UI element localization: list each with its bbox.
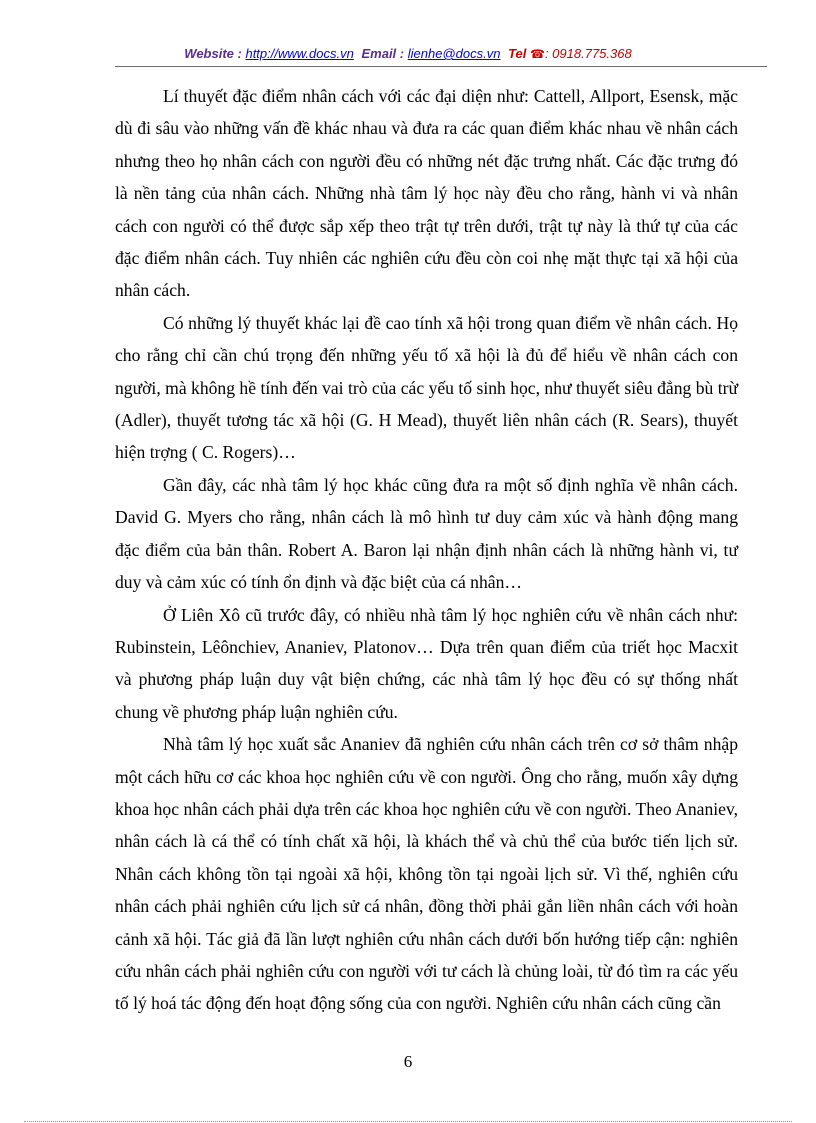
page-header [0, 46, 816, 61]
website-link[interactable]: http://www.docs.vn [245, 46, 354, 61]
paragraph: Có những lý thuyết khác lại đề cao tính xã hội trong quan điểm về nhân cách. Họ cho rằng chỉ cần chú trọng đến những yếu tố xã hội là đủ để hiểu về nhân cách con người, mà không hề tính đến vai trò của các yếu tố sinh học, như thuyết siêu đẳng bù trừ (Adler), thuyết tương tác xã hội (G. H Mead), thuyết liên nhân cách (R. Sears), thuyết hiện trợng ( C. Rogers)… [115, 312, 738, 463]
website-label: Website : [184, 46, 242, 61]
email-label: Email : [361, 46, 405, 61]
page-bottom-divider [24, 1121, 792, 1122]
document-body [115, 80, 738, 1020]
phone-number: : 0918.775.368 [544, 46, 632, 61]
header-divider [115, 66, 767, 67]
email-link[interactable]: lienhe@docs.vn [407, 46, 501, 61]
paragraph: Nhà tâm lý học xuất sắc Ananiev đã nghiên cứu nhân cách trên cơ sở thâm nhập một cách hữu cơ các khoa học nghiên cứu về con người. Ông cho rằng, muốn xây dựng khoa học nhân cách phải dựa trên các khoa học nghiên cứu về con người. Theo Ananiev, nhân cách là cá thể có tính chất xã hội, là khách thể và chủ thể của bước tiến lịch sử. Nhân cách không tồn tại ngoài xã hội, không tồn tại ngoài lịch sử. Vì thế, nghiên cứu nhân cách phải nghiên cứu lịch sử cá nhân, đồng thời phải gắn liền nhân cách với hoàn cảnh xã hội. Tác giả đã lần lượt nghiên cứu nhân cách dưới bốn hướng tiếp cận: nghiên cứu nhân cách phải nghiên cứu con người với tư cách là chủng loài, từ đó tìm ra các yếu tố lý hoá tác động đến hoạt động sống của con người. Nghiên cứu nhân cách cũng cần [115, 734, 738, 1014]
page-number: 6 [403, 1052, 413, 1071]
paragraph: Lí thuyết đặc điểm nhân cách với các đại diện như: Cattell, Allport, Esensk, mặc dù đi sâu vào những vấn đề khác nhau và đưa ra các quan điểm khác nhau về nhân cách nhưng theo họ nhân cách con người đều có những nét đặc trưng nhất. Các đặc trưng đó là nền tảng của nhân cách. Những nhà tâm lý học này đều cho rằng, hành vi và nhân cách con người có thể được sắp xếp theo trật tự trên dưới, trật tự này là thứ tự của các đặc điểm nhân cách. Tuy nhiên các nghiên cứu đều còn coi nhẹ mặt thực tại xã hội của nhân cách. [115, 86, 738, 301]
paragraph: Gần đây, các nhà tâm lý học khác cũng đưa ra một số định nghĩa về nhân cách. David G. Myers cho rằng, nhân cách là mô hình tư duy cảm xúc và hành động mang đặc điểm của bản thân. Robert A. Baron lại nhận định nhân cách là những hành vi, tư duy và cảm xúc có tính ổn định và đặc biệt của cá nhân… [115, 474, 738, 593]
telephone-icon: ☎ [530, 47, 545, 61]
tel-label: Tel [508, 46, 527, 61]
paragraph: Ở Liên Xô cũ trước đây, có nhiều nhà tâm lý học nghiên cứu về nhân cách như: Rubinstein, Lêônchiev, Ananiev, Platonov… Dựa trên quan điểm của triết học Macxit và phương pháp luận duy vật biện chứng, các nhà tâm lý học đều có sự thống nhất chung về phương pháp luận nghiên cứu. [115, 604, 738, 722]
